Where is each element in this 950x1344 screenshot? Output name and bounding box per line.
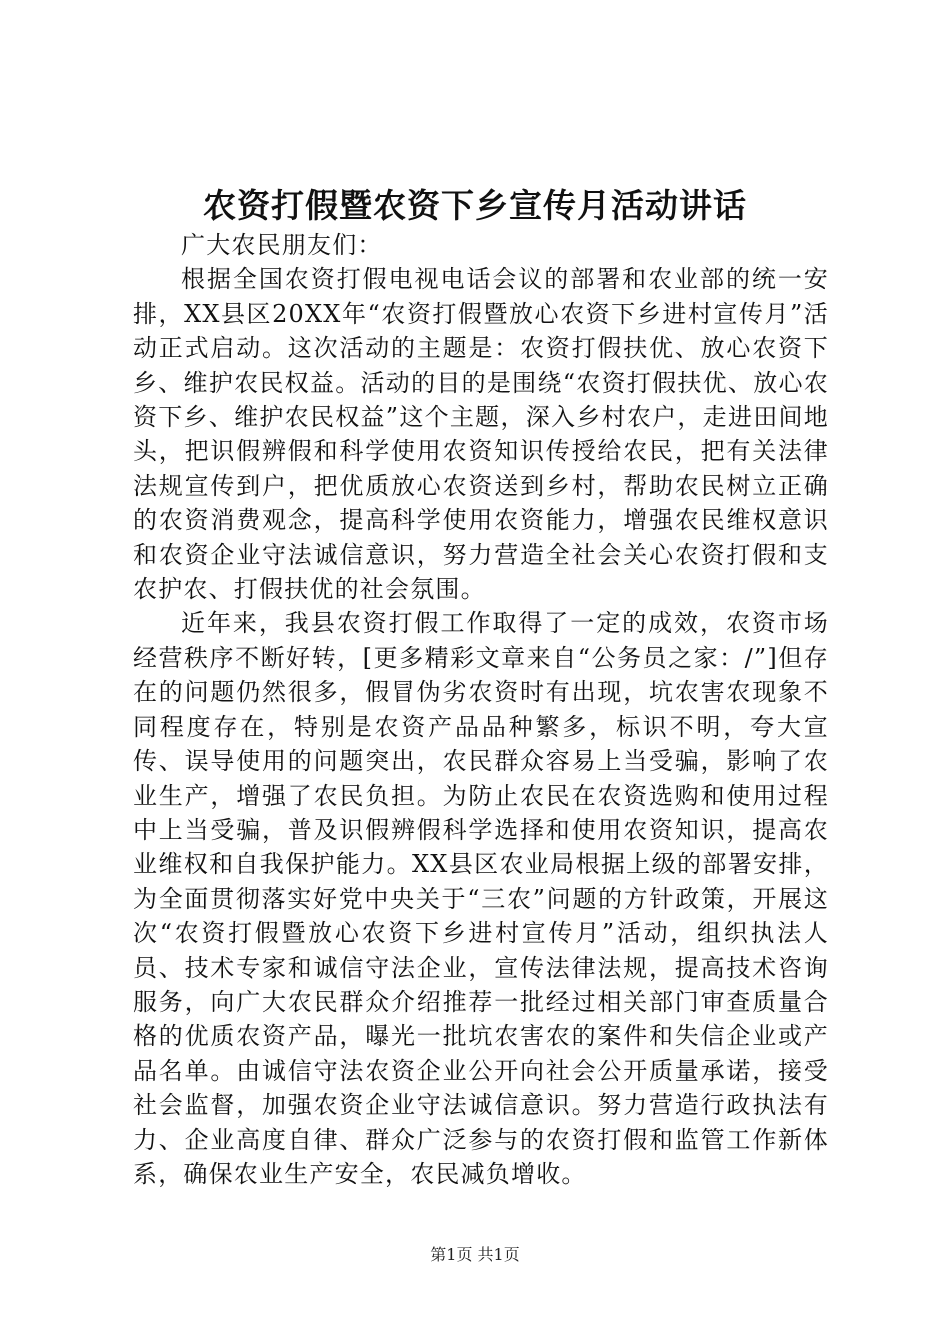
body-paragraph: 根据全国农资打假电视电话会议的部署和农业部的统一安排，XX县区20XX年“农资打假暨放心农资下乡进村宣传月”活动正式启动。这次活动的主题是：农资打假扶优、放心农资下乡、维护农民权益。活动的目的是围绕“农资打假扶优、放心农资下乡、维护农民权益”这个主题，深入乡村农户，走进田间地头，把识假辨假和科学使用农资知识传授给农民，把有关法律法规宣传到户，把优质放心农资送到乡村，帮助农民树立正确的农资消费观念，提高科学使用农资能力，增强农民维权意识和农资企业守法诚信意识，努力营造全社会关心农资打假和支农护农、打假扶优的社会氛围。 [133,265,829,604]
document-body [133,228,829,1191]
page-footer: 第1页 共1页 [430,1245,520,1264]
greeting: 广大农民朋友们： [181,231,383,259]
document-title: 农资打假暨农资下乡宣传月活动讲话 [203,186,747,225]
body-paragraph: 近年来，我县农资打假工作取得了一定的成效，农资市场经营秩序不断好转，[更多精彩文章来自“公务员之家：/”]但存在的问题仍然很多，假冒伪劣农资时有出现，坑农害农现象不同程度存在，特别是农资产品品种繁多，标识不明，夸大宣传、误导使用的问题突出，农民群众容易上当受骗，影响了农业生产，增强了农民负担。为防止农民在农资选购和使用过程中上当受骗，普及识假辨假科学选择和使用农资知识，提高农业维权和自我保护能力。XX县区农业局根据上级的部署安排，为全面贯彻落实好党中央关于“三农”问题的方针政策，开展这次“农资打假暨放心农资下乡进村宣传月”活动，组织执法人员、技术专家和诚信守法企业，宣传法律法规，提高技术咨询服务，向广大农民群众介绍推荐一批经过相关部门审查质量合格的优质农资产品，曝光一批坑农害农的案件和失信企业或产品名单。由诚信守法农资企业公开向社会公开质量承诺，接受社会监督，加强农资企业守法诚信意识。努力营造行政执法有力、企业高度自律、群众广泛参与的农资打假和监管工作新体系，确保农业生产安全，农民减负增收。 [133,609,829,1188]
